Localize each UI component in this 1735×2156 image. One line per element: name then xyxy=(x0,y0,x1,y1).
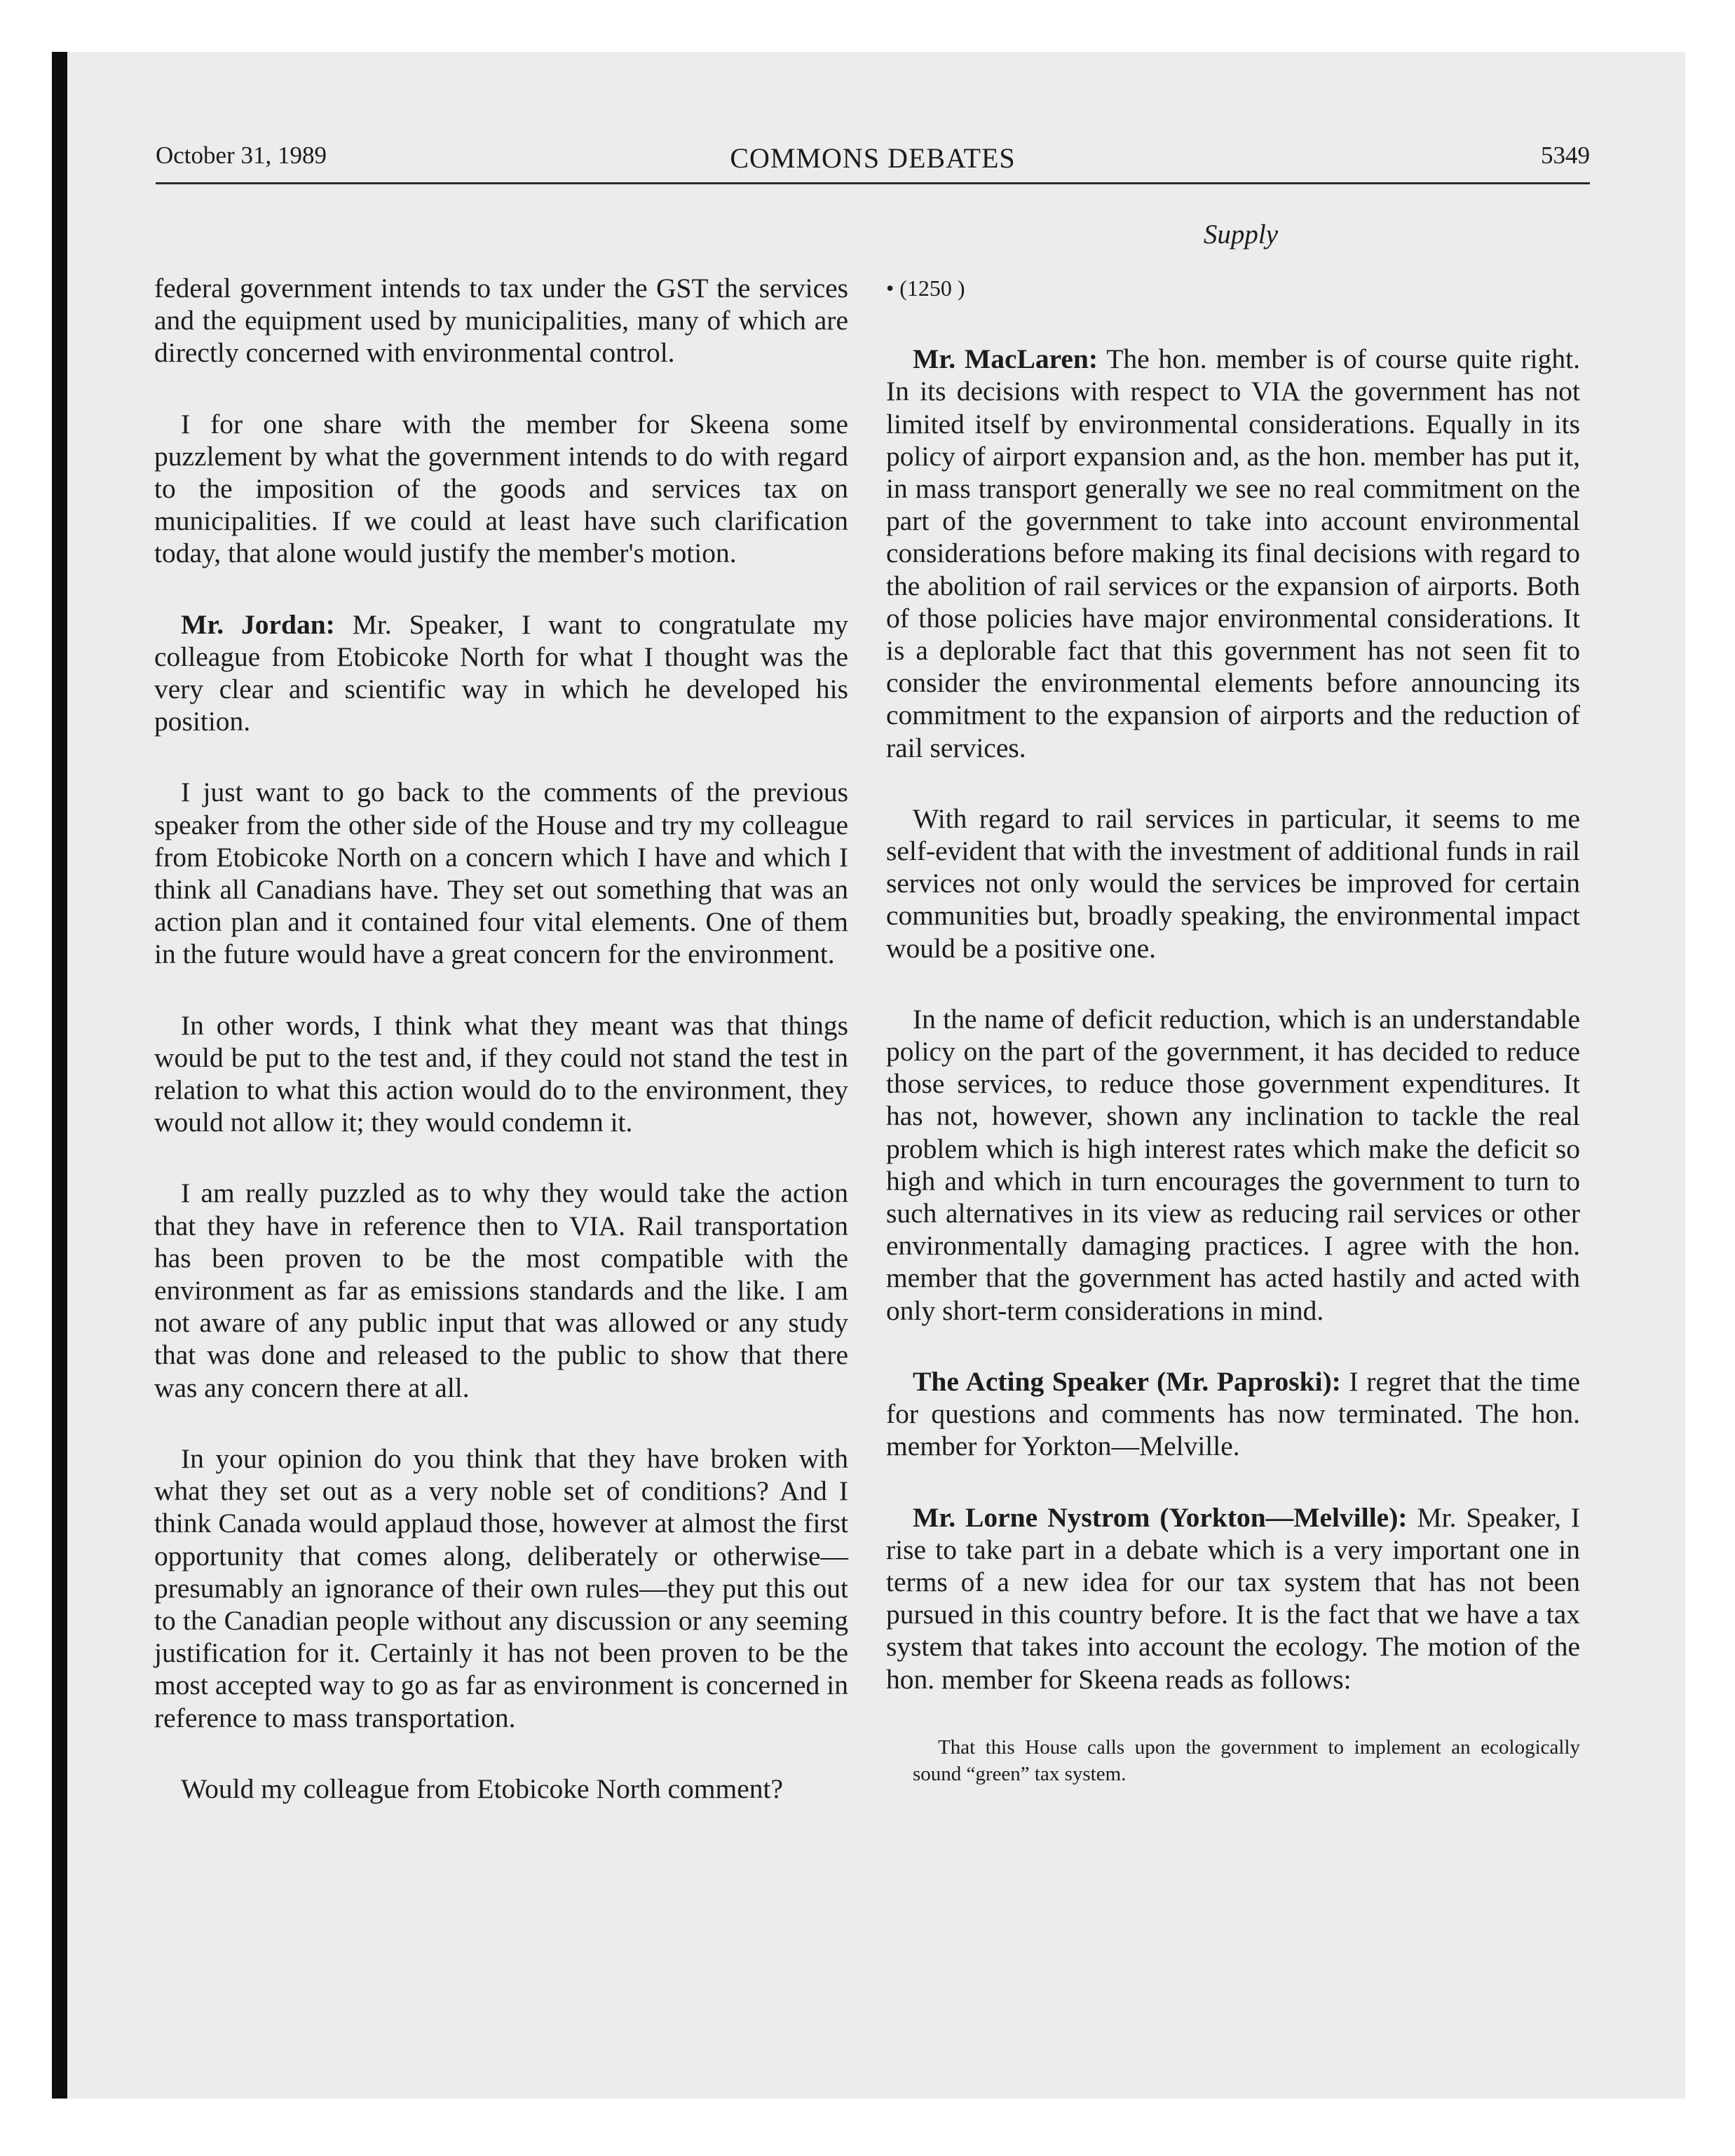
speaker-name: The Acting Speaker (Mr. Paproski): xyxy=(913,1365,1341,1397)
paragraph xyxy=(886,1365,1580,1463)
paragraph: I for one share with the member for Skeena some puzzlement by what the government intends to do with regard to the imposition of the goods and services tax on municipalities. If we could at least have such clarification today, that alone would justify the member's motion. xyxy=(154,408,848,569)
speech-text: The hon. member is of course quite right. In its decisions with respect to VIA the government has not limited itself by environmental considerations. Equally in its policy of airport expansion and, as the hon. member has put it, in mass transport generally we see no real commitment on the part of the government to take into account environmental considerations before making its final decisions with regard to the abolition of rail services or the expansion of airports. Both of those policies have major environmental considerations. It is a deplorable fact that this government has not seen fit to consider the environmental elements before announcing its commitment to the expansion of airports and the reduction of rail services. xyxy=(886,343,1580,763)
header-rule xyxy=(156,182,1590,184)
running-header xyxy=(156,133,1590,182)
paragraph: In other words, I think what they meant was that things would be put to the test and, if they could not stand the test in relation to what this action would do to the environment, they would not allow it; they would condemn it. xyxy=(154,1009,848,1138)
paragraph xyxy=(886,1501,1580,1696)
paragraph: Would my colleague from Etobicoke North comment? xyxy=(181,1773,783,1804)
header-date: October 31, 1989 xyxy=(156,142,327,169)
right-column xyxy=(886,272,1580,1826)
speech-text: I regret that the time for questions and comments has now terminated. The hon. member for Yorkton—Melville. xyxy=(886,1365,1580,1462)
paragraph xyxy=(886,343,1580,764)
speaker-name: Mr. MacLaren: xyxy=(913,343,1098,375)
paragraph: I am really puzzled as to why they would take the action that they have in reference then to VIA. Rail transportation has been proven to be the most compatible with the environment as far as emissions standards and the like. I am not aware of any public input that was allowed or any study that was done and released to the public to show that there was any concern there at all. xyxy=(154,1178,848,1403)
header-journal-title: COMMONS DEBATES xyxy=(730,142,1016,174)
paragraph: In the name of deficit reduction, which is an understandable policy on the part of the government, it has decided to reduce those services, to reduce those government expenditures. It has not, however, shown any inclination to tackle the real problem which is high interest rates which make the deficit so high and which in turn encourages the government to turn to such alternatives in its view as reducing rail services or other environmentally damaging practices. I agree with the hon. member that the government has acted hastily and acted with only short-term considerations in mind. xyxy=(886,1003,1580,1326)
speaker-name: Mr. Lorne Nystrom (Yorkton—Melville): xyxy=(913,1501,1408,1533)
section-title: Supply xyxy=(1203,219,1279,250)
paragraph: federal government intends to tax under the GST the services and the equipment used by municipalities, many of which are directly concerned with environmental control. xyxy=(154,273,848,369)
paragraph: In your opinion do you think that they have broken with what they set out as a very noble set of conditions? And I think Canada would applaud those, however at almost the first opportunity that comes along, deliberately or otherwise—presumably an ignorance of their own rules—they put this out to the Canadian people without any discussion or any seeming justification for it. Certainly it has not been proven to be the most accepted way to go as far as environment is concerned in reference to mass transportation. xyxy=(154,1442,848,1733)
speech-text: Mr. Speaker, I want to congratulate my colleague from Etobicoke North for what I thought was the very clear and scientific way in which he developed his position. xyxy=(154,608,848,737)
header-page-number: 5349 xyxy=(1541,142,1590,169)
motion-quote: That this House calls upon the government to implement an ecologically sound “green” tax system. xyxy=(913,1735,1580,1785)
speech-text: Mr. Speaker, I rise to take part in a debate which is a very important one in terms of a new idea for our tax system that has not been pursued in this country before. It is the fact that we have a tax system that takes into account the ecology. The motion of the hon. member for Skeena reads as follows: xyxy=(886,1501,1580,1695)
paragraph: I just want to go back to the comments of the previous speaker from the other side of the House and try my colleague from Etobicoke North on a concern which I have and which I think all Canadians have. They set out something that was an action plan and it contained four vital elements. One of them in the future would have a great concern for the environment. xyxy=(154,777,848,970)
paragraph: With regard to rail services in particular, it seems to me self-evident that with the investment of additional funds in rail services not only would the services be improved for certain communities but, broadly speaking, the environmental impact would be a positive one. xyxy=(886,803,1580,964)
time-marker: • (1250 ) xyxy=(886,275,965,301)
speaker-name: Mr. Jordan: xyxy=(181,608,335,640)
binding-edge xyxy=(52,52,67,2099)
paragraph xyxy=(154,608,848,738)
left-column xyxy=(154,272,848,1843)
